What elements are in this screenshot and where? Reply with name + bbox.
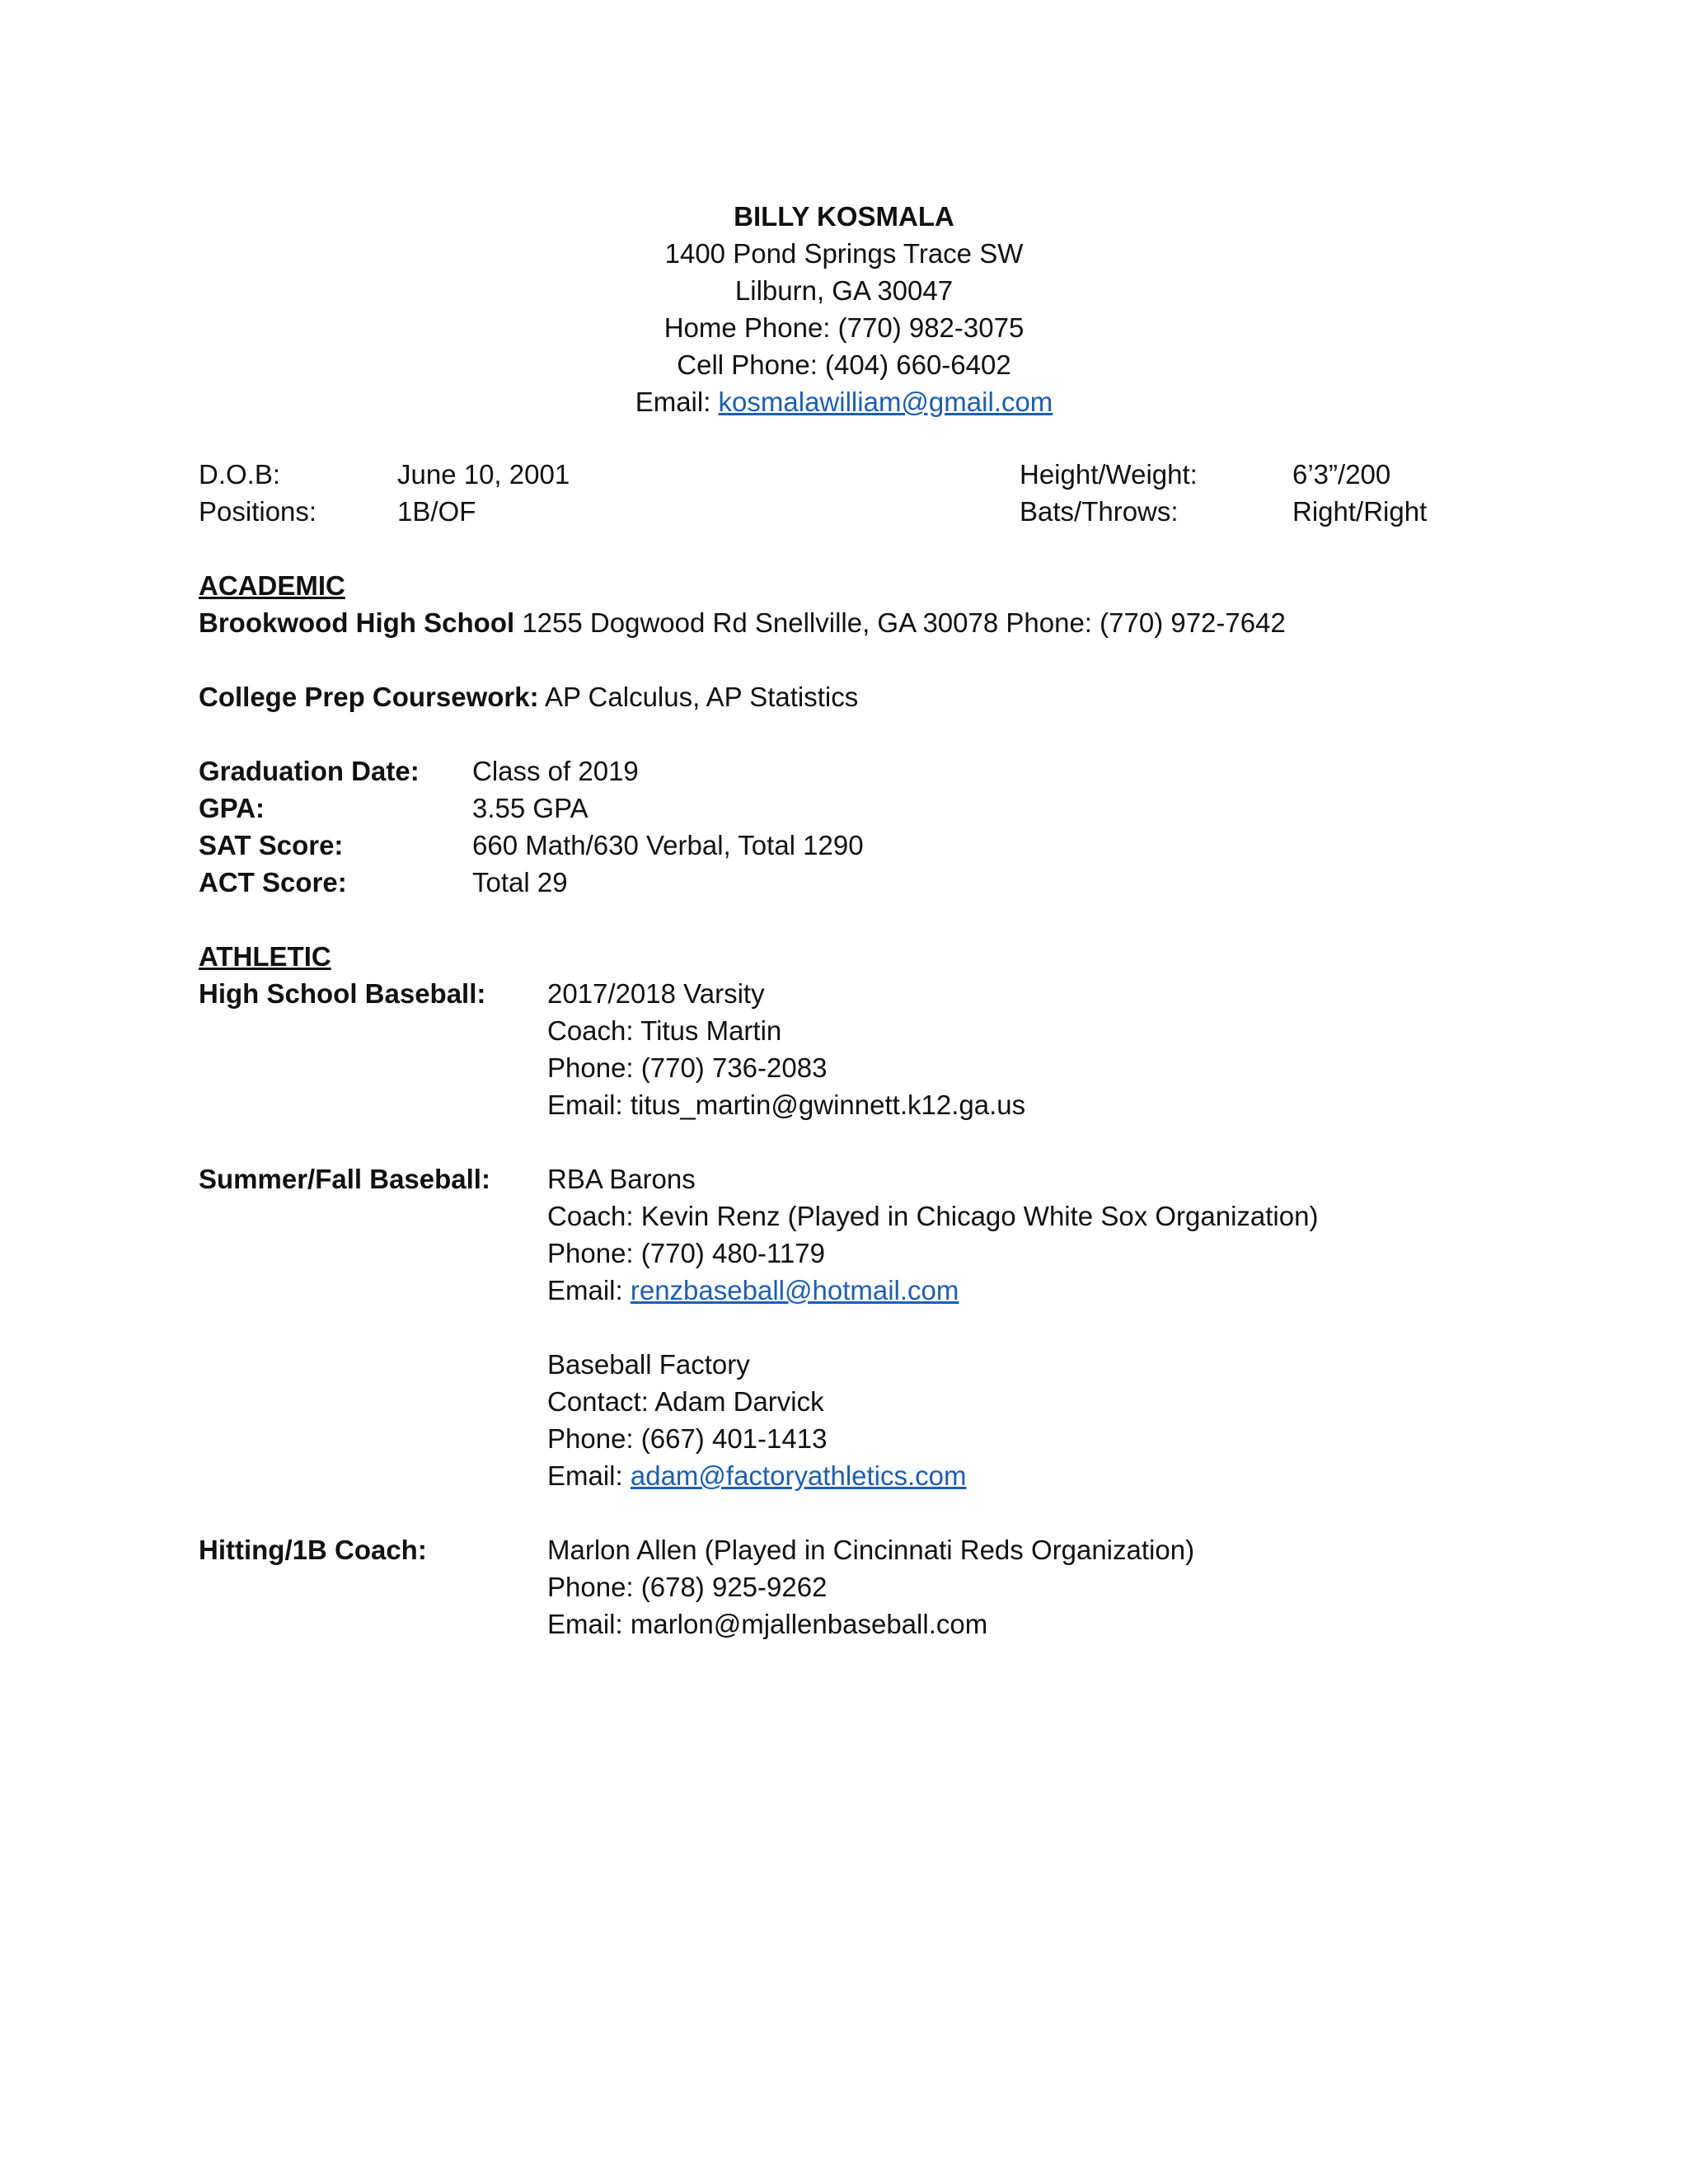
act-label: ACT Score: [199,867,347,898]
hitting-coach-label: Hitting/1B Coach: [199,1535,427,1565]
sf-email-link[interactable]: renzbaseball@hotmail.com [630,1275,959,1305]
hs-phone: Phone: (770) 736-2083 [547,1052,828,1083]
positions-label: Positions: [199,496,317,527]
applicant-name: BILLY KOSMALA [734,201,954,232]
hc-email: Email: marlon@mjallenbaseball.com [547,1609,988,1639]
cell-phone: Cell Phone: (404) 660-6402 [677,349,1011,380]
school-line [199,604,1286,641]
hc-phone: Phone: (678) 925-9262 [547,1572,828,1602]
bf-org: Baseball Factory [547,1349,750,1380]
school-name: Brookwood High School [199,607,515,638]
bats-throws-label: Bats/Throws: [1020,496,1179,527]
summer-fall-details [547,1160,1318,1309]
hs-baseball-details [547,975,1025,1123]
act-value: Total 29 [472,867,568,898]
positions-value: 1B/OF [397,496,476,527]
bf-phone: Phone: (667) 401-1413 [547,1423,828,1454]
gpa-label: GPA: [199,793,265,823]
gpa-value: 3.55 GPA [472,793,588,823]
sf-coach: Coach: Kevin Renz (Played in Chicago White Sox Organization) [547,1201,1319,1231]
bats-throws-value: Right/Right [1292,496,1428,527]
hitting-coach-details [547,1531,1194,1643]
summer-fall-label: Summer/Fall Baseball: [199,1164,490,1194]
graduation-label: Graduation Date: [199,756,420,786]
hs-email: Email: titus_martin@gwinnett.k12.ga.us [547,1090,1026,1120]
coursework-line [199,678,858,715]
sf-email-label: Email: [547,1275,631,1305]
sat-label: SAT Score: [199,830,344,860]
height-weight-label: Height/Weight: [1020,459,1198,490]
dob-value: June 10, 2001 [397,459,570,490]
contact-header [0,198,1688,420]
email-line [0,383,1688,420]
email-label: Email: [635,387,719,417]
sf-email-line [547,1272,1318,1309]
email-link[interactable]: kosmalawilliam@gmail.com [718,387,1053,417]
school-details: 1255 Dogwood Rd Snellville, GA 30078 Phone: (770) 972-7642 [514,607,1286,638]
height-weight-value: 6’3”/200 [1292,459,1391,490]
address-line-2: Lilburn, GA 30047 [734,275,954,306]
bf-email-line [547,1457,967,1494]
dob-label: D.O.B: [199,459,281,490]
coursework-label: College Prep Coursework: [199,682,539,712]
hs-team: 2017/2018 Varsity [547,978,765,1009]
bf-contact: Contact: Adam Darvick [547,1386,824,1417]
academic-heading: ACADEMIC [199,570,345,601]
bf-email-label: Email: [547,1460,631,1491]
baseball-factory-details [547,1346,967,1494]
coursework-value: AP Calculus, AP Statistics [538,682,859,712]
sf-team: RBA Barons [547,1164,696,1194]
address-line-1: 1400 Pond Springs Trace SW [664,238,1024,269]
hs-coach: Coach: Titus Martin [547,1015,782,1046]
bf-email-link[interactable]: adam@factoryathletics.com [630,1460,967,1491]
hs-baseball-label: High School Baseball: [199,978,486,1009]
graduation-value: Class of 2019 [472,756,639,786]
sf-phone: Phone: (770) 480-1179 [547,1238,825,1268]
athletic-heading: ATHLETIC [199,941,331,972]
home-phone: Home Phone: (770) 982-3075 [663,312,1025,343]
sat-value: 660 Math/630 Verbal, Total 1290 [472,830,864,860]
hc-name: Marlon Allen (Played in Cincinnati Reds Organization) [547,1535,1195,1565]
